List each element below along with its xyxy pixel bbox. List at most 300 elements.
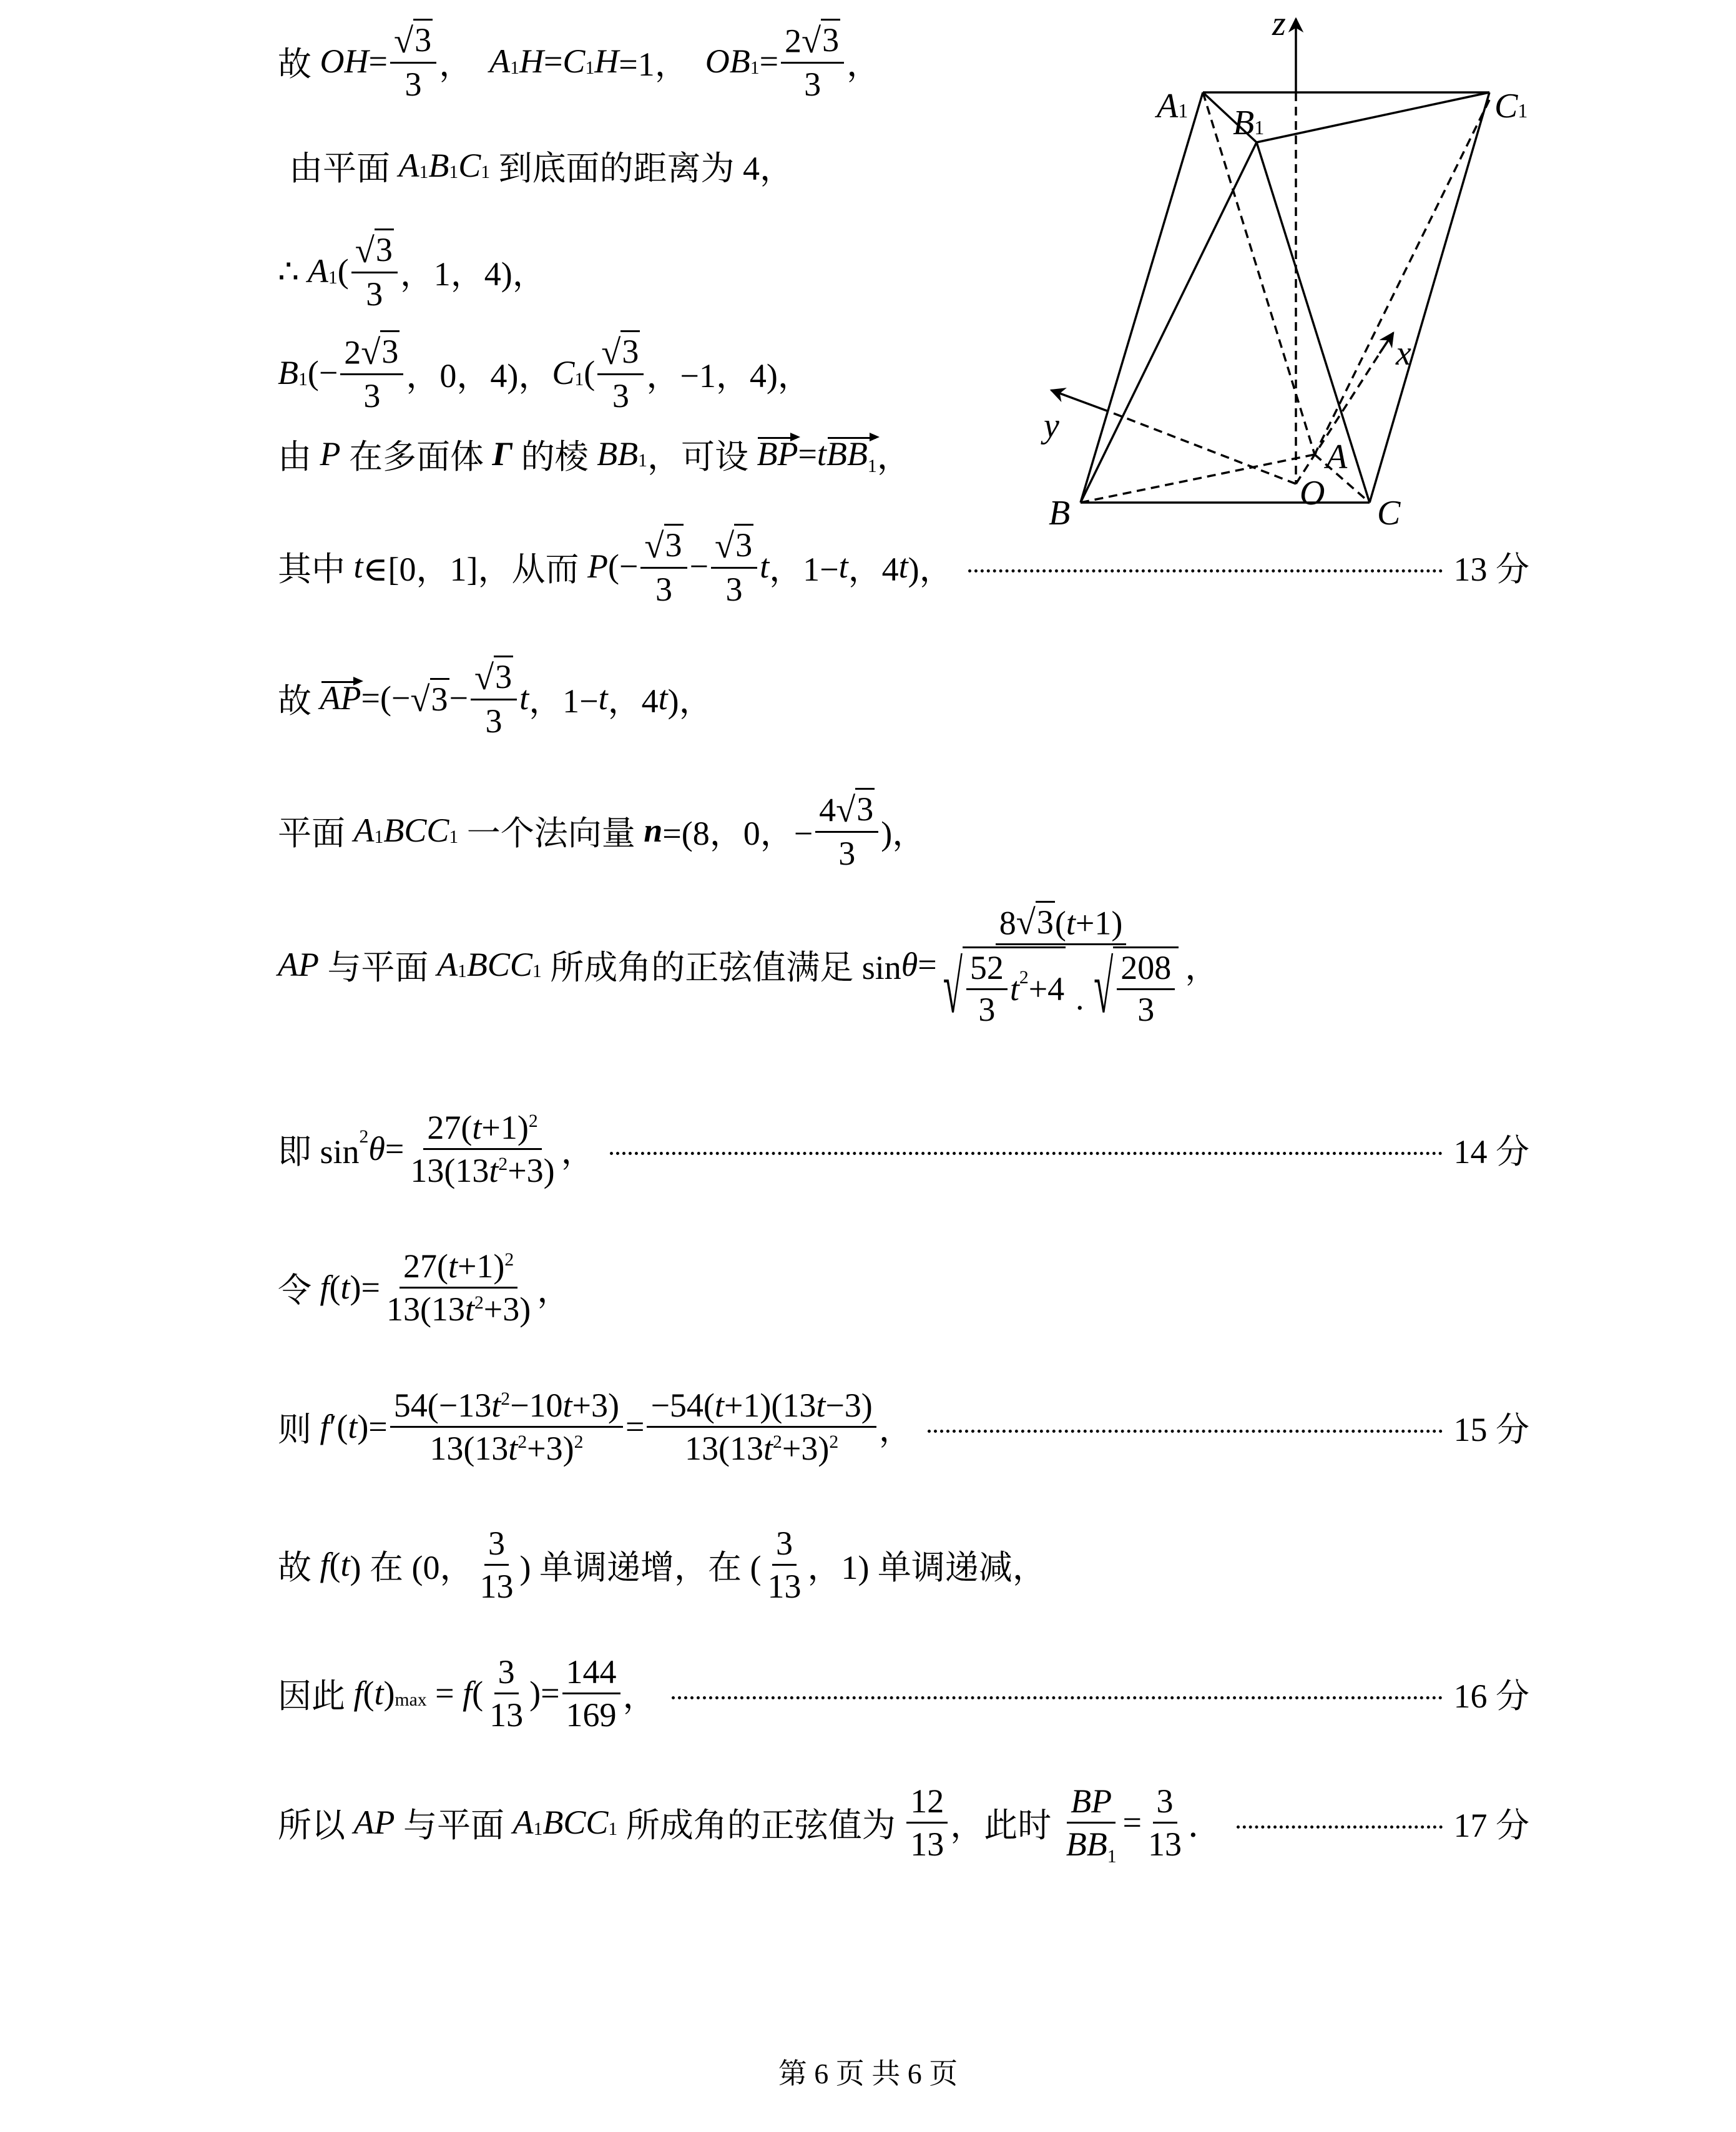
subscript: 1 <box>481 162 491 182</box>
text-run: 3 <box>498 1653 515 1691</box>
text-run: 则 <box>278 1410 320 1448</box>
text-run: 3 <box>405 65 422 103</box>
math-symbol: AP <box>353 1804 395 1841</box>
text-run: = <box>426 1674 463 1712</box>
text-run: ) 在 (0， <box>350 1548 474 1586</box>
math-symbol: t <box>464 1290 474 1328</box>
label-x: x <box>1396 334 1411 373</box>
radicand <box>620 330 640 370</box>
radicand <box>1036 901 1055 941</box>
subscript: 1 <box>574 369 584 390</box>
math-symbol: t <box>348 1408 358 1445</box>
superscript: 2 <box>498 1154 508 1175</box>
fraction-numerator <box>647 1386 876 1428</box>
text-run: ( <box>363 1674 375 1712</box>
superscript: 2 <box>773 1432 782 1453</box>
square-root <box>1016 901 1055 941</box>
radicand <box>734 524 753 564</box>
text-run: = <box>368 42 388 80</box>
text-run: 与平面 <box>395 1806 513 1844</box>
solution-line <box>278 1080 1529 1217</box>
radical-sign-icon: √ <box>802 21 821 61</box>
radicand <box>380 330 400 370</box>
text-run: 所以 <box>278 1806 354 1844</box>
score-points: 14 分 <box>1453 1132 1529 1171</box>
math-symbol: t <box>491 1386 501 1424</box>
math-symbol: BP <box>757 435 798 473</box>
label-B: B <box>1049 494 1071 533</box>
radicand <box>1113 946 1179 1028</box>
radical-sign-icon: √ <box>393 21 414 61</box>
text-run: )= <box>350 1269 380 1306</box>
text-run: −54( <box>650 1386 715 1424</box>
radicand <box>430 678 449 718</box>
fraction-numerator <box>340 330 403 375</box>
text-run: +3) <box>483 1290 531 1328</box>
text-run: 3 <box>822 21 840 59</box>
bold-math-symbol: Γ <box>492 435 513 473</box>
text-run: =(− <box>361 679 411 717</box>
fraction <box>815 788 878 873</box>
subscript: 1 <box>298 369 308 390</box>
superscript: 2 <box>517 1432 527 1453</box>
score-points: 17 分 <box>1453 1806 1529 1844</box>
text-run: ( <box>472 1674 484 1712</box>
text-run: 13(13 <box>386 1290 465 1328</box>
text-run: 27( <box>427 1108 473 1146</box>
score-points: 13 分 <box>1453 550 1529 588</box>
math-symbol: B <box>278 354 298 391</box>
math-symbol: OB <box>705 42 750 80</box>
subscript: 1 <box>1107 1846 1117 1867</box>
fraction <box>966 950 1008 1028</box>
subscript: 1 <box>533 1819 543 1839</box>
text-run: ∈[0，1]，从而 <box>363 550 587 588</box>
text-run: 一个法向量 <box>458 814 644 852</box>
text-run: 3 <box>622 333 639 371</box>
text-run: 因此 <box>278 1677 354 1715</box>
math-symbol: t <box>508 1429 518 1467</box>
math-symbol: H <box>519 42 544 80</box>
label-B1: B1 <box>1233 104 1265 142</box>
fraction-numerator <box>1117 950 1175 990</box>
text-run: =1， <box>619 45 705 83</box>
radical-sign-icon: √ <box>714 526 735 566</box>
score-points: 16 分 <box>1453 1677 1529 1715</box>
square-root <box>644 524 683 564</box>
text-run: ，可设 <box>647 438 757 476</box>
superscript: 2 <box>1019 967 1029 988</box>
radical-sign-icon: √ <box>474 657 494 697</box>
subscript: 1 <box>608 1819 618 1839</box>
text-run: 3 <box>978 990 996 1028</box>
text-run: +3) <box>508 1151 555 1189</box>
fraction <box>763 1524 805 1606</box>
fraction <box>562 1653 620 1734</box>
text-run: ) 单调递增，在 ( <box>519 1548 762 1586</box>
text-run: 8 <box>999 904 1016 942</box>
vector <box>320 679 361 717</box>
text-run: = <box>918 946 937 983</box>
dotted-leader <box>1237 1825 1443 1829</box>
text-run: 13 <box>767 1567 802 1605</box>
text-run: ． <box>1188 1806 1222 1844</box>
vector <box>826 435 877 477</box>
text-run: = <box>759 42 779 80</box>
fraction-numerator <box>966 950 1008 990</box>
text-run: 3 <box>804 65 821 103</box>
math-symbol: OH <box>320 42 369 80</box>
radical-sign-icon: √ <box>1016 903 1036 943</box>
text-run: =(8，0，− <box>662 814 813 852</box>
superscript: 2 <box>574 1432 584 1453</box>
radicand <box>413 19 433 59</box>
text-run: 13 <box>489 1696 524 1734</box>
math-symbol: P <box>320 435 341 473</box>
math-symbol: t <box>714 1386 724 1424</box>
fraction-numerator <box>390 19 436 64</box>
text-run: +1) <box>1075 904 1123 942</box>
fraction-numerator <box>906 1782 948 1824</box>
math-symbol: f <box>320 1269 330 1306</box>
text-run: 27( <box>403 1247 448 1285</box>
subscript: 1 <box>419 162 429 182</box>
text-run: ) <box>383 1674 395 1712</box>
text-run: 2 <box>344 333 361 371</box>
fraction-numerator <box>781 19 844 64</box>
page-footer: 第 6 页 共 6 页 <box>778 2058 958 2090</box>
text-run: 13 <box>479 1567 514 1605</box>
math-symbol: t <box>489 1151 499 1189</box>
subscript: 1 <box>750 57 760 78</box>
text-run: 3 <box>381 333 399 371</box>
text-run: ， <box>1185 948 1219 986</box>
label-C: C <box>1377 494 1401 533</box>
text-run: 13 <box>910 1825 944 1863</box>
label-A: A <box>1326 438 1348 476</box>
fraction-denominator <box>486 1694 527 1734</box>
text-run: 故 <box>278 45 320 83</box>
fraction-numerator <box>815 788 878 833</box>
text-run: 13(13 <box>685 1429 764 1467</box>
math-symbol: AP <box>320 679 361 717</box>
text-run: ( <box>337 252 349 290</box>
text-run: 其中 <box>278 550 354 588</box>
math-symbol: H <box>594 42 619 80</box>
fraction-numerator <box>996 901 1127 946</box>
fraction-denominator <box>974 990 999 1028</box>
fraction-denominator <box>763 1566 805 1606</box>
subscript: 1 <box>328 267 338 288</box>
text-run: 3 <box>1156 1782 1174 1820</box>
text-run: ( <box>329 1269 341 1306</box>
math-symbol: A <box>307 252 328 290</box>
fraction <box>351 228 398 313</box>
radical-sign-icon: √ <box>355 230 375 270</box>
square-root <box>355 228 394 268</box>
math-symbol: t <box>448 1247 458 1285</box>
math-symbol: f <box>353 1674 363 1712</box>
dotted-leader <box>672 1696 1443 1699</box>
radical-sign-icon: √ <box>1094 946 1114 1029</box>
fraction <box>476 1524 517 1606</box>
math-symbol: t <box>519 679 529 717</box>
square-root <box>410 678 449 718</box>
text-run: 3 <box>414 21 432 59</box>
subscript: 1 <box>457 961 467 981</box>
square-root <box>1094 946 1179 1028</box>
text-run: ，1，4)， <box>400 255 546 293</box>
text-run: +4 <box>1028 970 1065 1008</box>
text-run: +1)(13 <box>723 1386 817 1424</box>
text-run: 到底面的距离为 4， <box>490 149 794 187</box>
fraction-denominator <box>652 569 676 609</box>
text-run: +3) <box>527 1429 574 1467</box>
text-run: ，1− <box>769 550 839 588</box>
fraction-numerator <box>351 228 398 273</box>
square-root <box>943 946 1066 1028</box>
text-run: ，−1，4)， <box>646 356 812 395</box>
subscript: 1 <box>449 162 459 182</box>
square-root <box>836 788 875 828</box>
math-symbol: B <box>428 147 449 184</box>
fraction-denominator <box>681 1428 842 1468</box>
math-symbol: θ <box>901 946 918 983</box>
text-run: ′( <box>329 1408 348 1445</box>
fraction-denominator <box>939 945 1183 1028</box>
square-root <box>715 524 753 564</box>
text-run: +1) <box>457 1247 505 1285</box>
text-run: ，0，4)， <box>406 356 552 395</box>
math-symbol: t <box>658 679 668 717</box>
text-run: 由 <box>278 438 320 476</box>
vector <box>757 435 798 473</box>
text-run: ( <box>584 354 596 391</box>
solution-line <box>278 629 1529 767</box>
text-run: 由平面 <box>289 149 399 187</box>
radicand <box>821 19 840 59</box>
text-run: 3 <box>856 790 874 828</box>
text-run: )， <box>667 682 713 720</box>
math-symbol: t <box>898 548 908 585</box>
math-symbol: t <box>760 548 770 585</box>
subscript: 1 <box>510 57 519 78</box>
text-run: +3) <box>782 1429 830 1467</box>
fraction-numerator <box>562 1653 620 1694</box>
square-root <box>474 656 513 695</box>
fraction-denominator <box>1134 990 1158 1028</box>
text-run: 169 <box>566 1696 617 1734</box>
text-run: 3 <box>488 1524 505 1562</box>
fraction-numerator <box>400 1247 517 1289</box>
superscript: 2 <box>528 1111 538 1132</box>
text-run: 3 <box>665 526 682 564</box>
text-run: 令 <box>278 1271 320 1309</box>
text-run: ，4 <box>848 550 899 588</box>
text-run: ， <box>537 1271 571 1309</box>
label-z: z <box>1272 4 1286 43</box>
radicand <box>664 524 684 564</box>
math-symbol: C <box>458 147 481 184</box>
text-run: ， <box>439 45 490 83</box>
label-y: y <box>1044 406 1059 445</box>
fraction <box>383 1247 534 1329</box>
subscript: 1 <box>638 450 647 471</box>
bold-math-symbol: n <box>644 812 663 849</box>
text-run: · <box>1066 989 1094 1027</box>
math-symbol: t <box>1009 970 1019 1008</box>
text-run: = <box>543 42 563 80</box>
fraction-denominator <box>426 1428 587 1468</box>
math-symbol: BP <box>1071 1782 1112 1820</box>
radical-sign-icon: √ <box>410 680 430 720</box>
superscript: 2 <box>474 1293 484 1314</box>
text-run: −3) <box>825 1386 873 1424</box>
text-run: 3 <box>431 680 448 718</box>
text-run: − <box>449 679 468 717</box>
fraction <box>711 524 757 609</box>
math-symbol: t <box>763 1429 773 1467</box>
text-run: 54(−13 <box>393 1386 492 1424</box>
square-root <box>361 330 400 370</box>
math-symbol: t <box>340 1546 350 1583</box>
solution-line <box>278 1496 1529 1633</box>
superscript: 2 <box>829 1432 839 1453</box>
text-run: 144 <box>566 1653 617 1691</box>
solution-line <box>278 1358 1529 1495</box>
label-C1: C1 <box>1494 87 1528 125</box>
label-O: O <box>1300 474 1325 513</box>
text-run: 3 <box>655 570 672 608</box>
text-run: )， <box>881 814 926 852</box>
text-run: ， <box>876 438 911 476</box>
text-run: 所成角的正弦值为 <box>617 1806 905 1844</box>
text-run: 13(13 <box>429 1429 509 1467</box>
text-run: +3) <box>572 1386 619 1424</box>
subscript: 1 <box>867 456 877 477</box>
superscript: 2 <box>504 1250 514 1270</box>
math-symbol: f <box>463 1674 473 1712</box>
text-run: = <box>385 1130 405 1167</box>
text-run: 3 <box>1137 990 1155 1028</box>
square-root <box>601 330 640 370</box>
fraction-numerator <box>484 1524 509 1566</box>
math-symbol: A <box>436 946 458 983</box>
fraction <box>640 524 687 609</box>
fraction-numerator <box>423 1108 541 1150</box>
text-run: ， <box>561 1132 595 1171</box>
text-run: 3 <box>375 231 393 269</box>
fraction-denominator <box>906 1824 948 1864</box>
text-run: − <box>689 548 709 585</box>
text-run: 平面 <box>278 814 354 852</box>
solution-line <box>278 1219 1529 1356</box>
fraction-numerator <box>390 1386 623 1428</box>
fraction <box>471 656 517 740</box>
fraction <box>406 1108 558 1190</box>
square-root <box>802 19 840 59</box>
math-symbol: A <box>398 147 419 184</box>
score-points: 15 分 <box>1453 1410 1529 1448</box>
fraction <box>647 1386 876 1468</box>
math-symbol: t <box>472 1108 482 1146</box>
fraction-numerator <box>711 524 757 569</box>
math-symbol: BB <box>597 435 639 473</box>
text-run: 3 <box>366 275 383 313</box>
text-run: = <box>1122 1804 1142 1841</box>
math-symbol: t <box>340 1269 350 1306</box>
text-run: = <box>625 1408 645 1445</box>
text-run: = <box>798 435 817 473</box>
fraction-denominator <box>383 1289 534 1329</box>
text-run: 3 <box>775 1524 793 1562</box>
text-run: 与平面 <box>318 948 437 986</box>
fraction <box>781 19 844 104</box>
fraction <box>1144 1782 1185 1864</box>
fraction-denominator <box>476 1566 517 1606</box>
text-run: 3 <box>838 834 856 872</box>
text-run: 故 <box>278 682 320 720</box>
math-symbol: C <box>562 42 586 80</box>
fraction-numerator <box>494 1653 519 1694</box>
text-run: 208 <box>1121 949 1172 987</box>
fraction <box>939 901 1183 1028</box>
solution-line <box>278 762 1529 899</box>
fraction <box>1062 1782 1121 1867</box>
text-run: 3 <box>735 526 753 564</box>
fraction-denominator <box>1062 1824 1121 1867</box>
fraction-denominator <box>482 700 506 740</box>
math-symbol: BB <box>1066 1825 1107 1863</box>
text-run: 的棱 <box>512 438 597 476</box>
fraction-numerator <box>640 524 687 569</box>
text-run: 3 <box>495 658 512 696</box>
solution-line <box>278 896 1529 1033</box>
math-symbol: A <box>512 1804 534 1841</box>
superscript: 2 <box>501 1389 511 1410</box>
fraction <box>486 1653 527 1734</box>
subscript: 1 <box>532 961 542 981</box>
text-run: 故 <box>278 1548 320 1586</box>
text-run: ，此时 <box>950 1806 1060 1844</box>
math-symbol: t <box>1066 904 1076 942</box>
math-symbol: P <box>587 548 608 585</box>
text-run: ，4 <box>607 682 659 720</box>
text-run: 在多面体 <box>340 438 493 476</box>
math-symbol: f <box>320 1408 330 1445</box>
text-run: 3 <box>1036 903 1054 941</box>
math-symbol: t <box>562 1386 572 1424</box>
math-symbol: θ <box>368 1130 385 1167</box>
math-symbol: BB <box>826 435 868 473</box>
subscript: max <box>395 1689 427 1710</box>
fraction <box>1117 950 1175 1028</box>
radical-sign-icon: √ <box>361 332 381 372</box>
fraction <box>390 1386 623 1468</box>
text-run: )= <box>529 1674 560 1712</box>
text-run: +1) <box>481 1108 529 1146</box>
subscript: 1 <box>374 827 384 847</box>
math-symbol: A <box>353 812 375 849</box>
superscript: 2 <box>359 1127 369 1147</box>
math-symbol: BCC <box>383 812 449 849</box>
text-run: ( <box>329 1546 341 1583</box>
text-run: −10 <box>510 1386 563 1424</box>
dotted-leader <box>928 1430 1443 1433</box>
text-run: ， <box>878 1410 913 1448</box>
solution-line <box>278 498 1529 635</box>
radical-sign-icon: √ <box>601 332 621 372</box>
